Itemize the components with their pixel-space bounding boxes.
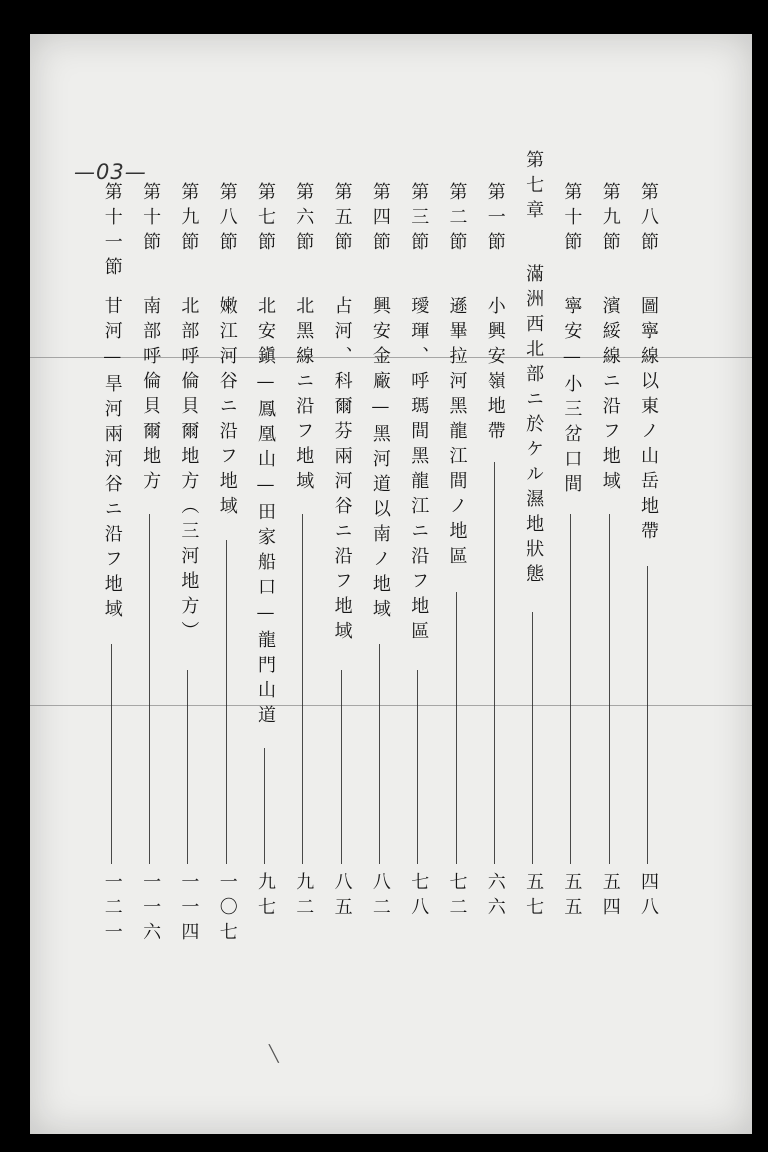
stray-mark: ╲ [269, 1044, 279, 1063]
toc-entry [290, 34, 316, 1134]
page-number-ref: 五四 [599, 872, 621, 922]
toc-entry [482, 34, 508, 1134]
leader-line [226, 540, 227, 864]
entry-title: 小興安嶺地帶 [484, 296, 506, 446]
entry-title: 北黑線ニ沿フ地域 [293, 296, 315, 496]
page-number-ref: 八五 [331, 872, 353, 922]
section-label: 第九節 [599, 182, 621, 257]
section-label: 第二節 [446, 182, 468, 257]
page-number-ref: 八二 [369, 872, 391, 922]
entry-title: 興安金廠—黑河道以南ノ地域 [369, 296, 391, 624]
page-number: —03— [74, 160, 147, 184]
page-number-ref: 一〇七 [216, 872, 238, 947]
section-label: 第八節 [216, 182, 238, 257]
toc-entry [137, 34, 163, 1134]
section-label: 第八節 [638, 182, 659, 257]
page-number-ref: 七二 [446, 872, 468, 922]
toc-entry [597, 34, 623, 1134]
entry-title: 占河、科爾芬兩河谷ニ沿フ地域 [331, 296, 353, 646]
entry-title: 璦琿、呼瑪間黑龍江ニ沿フ地區 [408, 296, 430, 646]
entry-title: 北部呼倫貝爾地方（三河地方） [178, 296, 200, 646]
leader-line [379, 644, 380, 864]
toc-entry [367, 34, 393, 1134]
page-number-ref: 五五 [561, 872, 583, 922]
entry-title: 寧安—小三岔口間 [561, 296, 583, 499]
section-label: 第五節 [331, 182, 353, 257]
toc-entry [252, 34, 278, 1134]
toc-entry [444, 34, 470, 1134]
page-number-ref: 七八 [408, 872, 430, 922]
page-number-ref: 一一四 [178, 872, 200, 947]
leader-line [570, 514, 571, 864]
section-label: 第一節 [484, 182, 506, 257]
page-number-ref: 一二一 [101, 872, 123, 947]
section-label: 第四節 [369, 182, 391, 257]
section-label: 第七節 [255, 182, 276, 257]
leader-line [302, 514, 303, 864]
toc-entry [99, 34, 125, 1134]
toc-entry [405, 34, 431, 1134]
entry-title: 遜畢拉河黑龍江間ノ地區 [446, 296, 468, 571]
leader-line [417, 670, 418, 864]
entry-title: 南部呼倫貝爾地方 [140, 296, 162, 496]
section-label: 第十一節 [101, 182, 123, 282]
leader-line [149, 514, 150, 864]
chapter-label: 第七章 [523, 150, 545, 225]
leader-line [532, 612, 533, 864]
toc-entry [520, 34, 546, 1134]
section-label: 第六節 [293, 182, 315, 257]
page-number-ref: 九七 [255, 872, 276, 922]
leader-line [494, 462, 495, 864]
entry-title: 嫩江河谷ニ沿フ地域 [216, 296, 238, 521]
toc-entry [175, 34, 201, 1134]
entry-title: 滿洲西北部ニ於ケル濕地狀態 [523, 264, 545, 589]
leader-line [187, 670, 188, 864]
toc-entry [329, 34, 355, 1134]
entry-title: 甘河—旱河兩河谷ニ沿フ地域 [101, 296, 123, 624]
page-number-ref: 九二 [293, 872, 315, 922]
toc-entry [558, 34, 584, 1134]
toc-entry [635, 34, 661, 1134]
leader-line [609, 514, 610, 864]
entry-title: 北安鎭—鳳凰山—田家船口—龍門山道 [255, 296, 276, 730]
page-number-ref: 一一六 [140, 872, 162, 947]
section-label: 第九節 [178, 182, 200, 257]
entry-title: 濱綏線ニ沿フ地域 [599, 296, 621, 496]
entry-title: 圖寧線以東ノ山岳地帶 [638, 296, 659, 546]
section-label: 第三節 [408, 182, 430, 257]
page-number-ref: 四八 [638, 872, 659, 922]
leader-line [647, 566, 648, 864]
section-label: 第十節 [140, 182, 162, 257]
page-number-ref: 五七 [523, 872, 545, 922]
leader-line [341, 670, 342, 864]
document-page [30, 34, 752, 1134]
leader-line [456, 592, 457, 864]
leader-line [111, 644, 112, 864]
page-number-ref: 六六 [484, 872, 506, 922]
leader-line [264, 748, 265, 864]
section-label: 第十節 [561, 182, 583, 257]
toc-entry [214, 34, 240, 1134]
